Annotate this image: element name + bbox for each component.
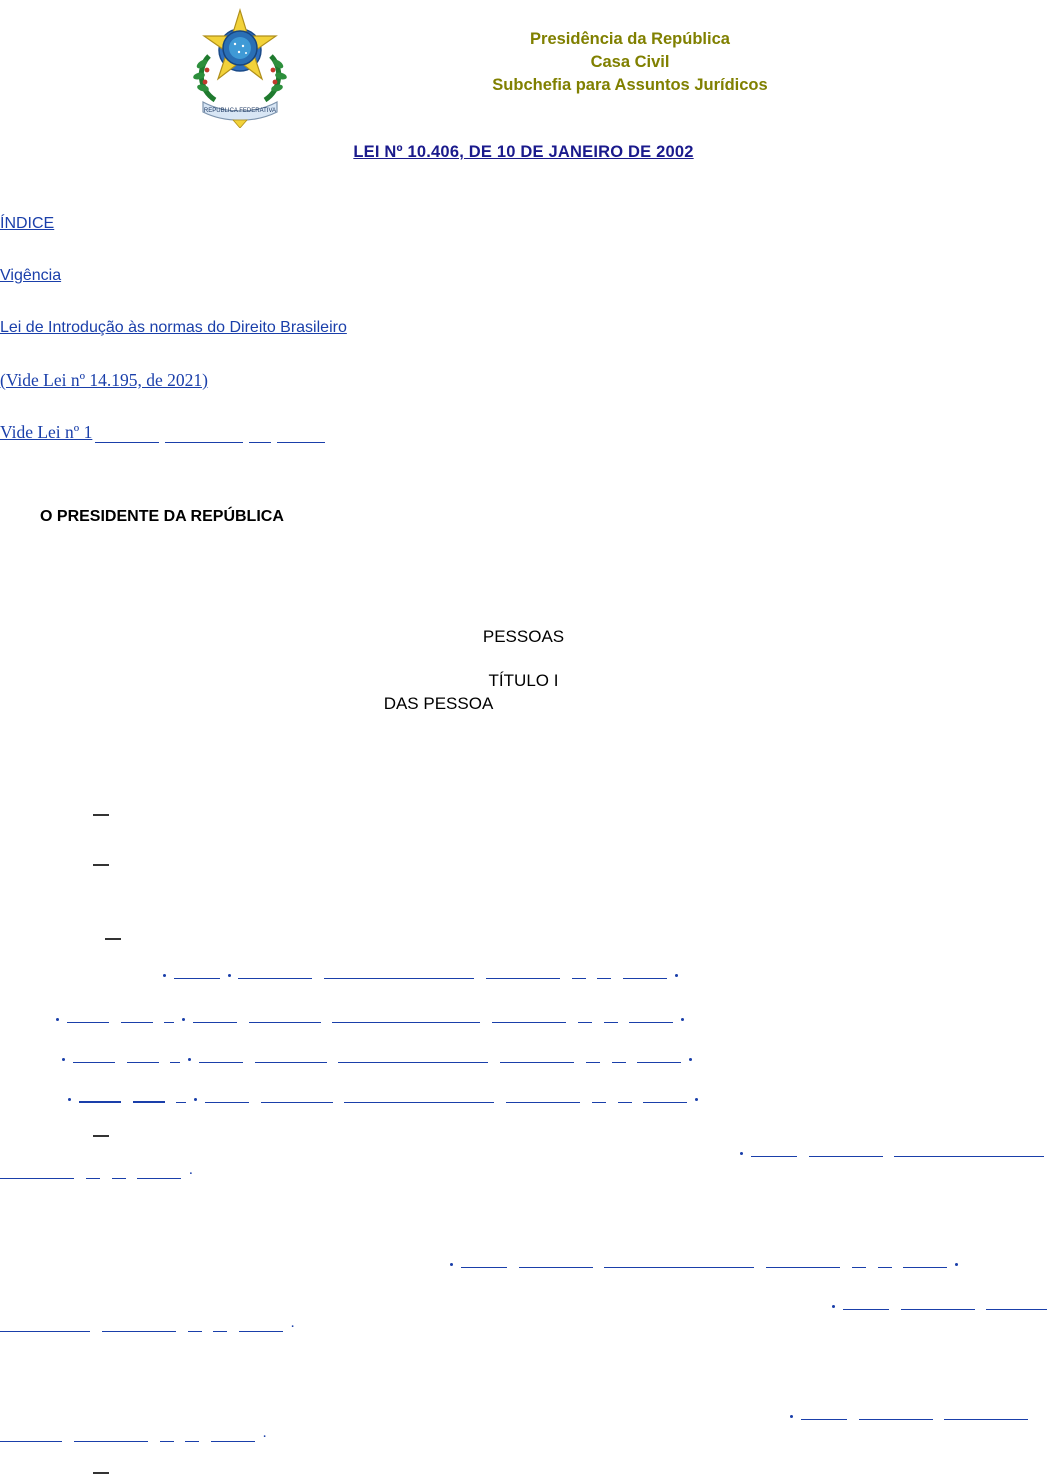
dot-marker (56, 1018, 59, 1021)
dash-marker (93, 814, 109, 816)
redacted-segment (492, 1011, 566, 1023)
citation-row (163, 962, 678, 980)
period-mark: . (290, 1315, 295, 1331)
heading-das-pessoa: DAS PESSOA (383, 694, 494, 713)
redacted-segment (205, 1091, 249, 1103)
redacted-segment (112, 1167, 126, 1179)
link-row-vide-lei-1 (0, 421, 1047, 443)
redacted-segment (324, 967, 474, 979)
paragraph-marker (93, 806, 109, 824)
president-heading: O PRESIDENTE DA REPÚBLICA (40, 508, 284, 525)
redacted-segment (249, 1011, 321, 1023)
redacted-segment (164, 1011, 174, 1023)
redacted-segment (238, 967, 312, 979)
redacted-segment (74, 1430, 148, 1442)
dot-marker (675, 974, 678, 977)
redacted-segment (894, 1145, 1044, 1157)
header-line-subchefia: Subchefia para Assuntos Jurídicos (492, 76, 768, 94)
redacted-segment (623, 967, 667, 979)
citation-row (0, 1425, 267, 1443)
dot-marker (68, 1098, 71, 1101)
redacted-segment (188, 1320, 202, 1332)
redacted-segment (239, 1320, 283, 1332)
redacted-segment (506, 1091, 580, 1103)
redacted-segment (0, 1320, 90, 1332)
redacted-segment (344, 1091, 494, 1103)
heading-titulo-i: TÍTULO I (488, 671, 559, 690)
dash-marker (93, 1472, 109, 1474)
redacted-segment (629, 1011, 673, 1023)
redacted-segment (176, 1091, 186, 1103)
redacted-segment (859, 1408, 933, 1420)
redacted-segment (160, 1430, 174, 1442)
citation-row (62, 1046, 692, 1064)
citation-row (450, 1251, 958, 1269)
redacted-segment (95, 429, 159, 443)
dot-marker (188, 1058, 191, 1061)
dot-marker (194, 1098, 197, 1101)
redacted-segment (0, 1430, 62, 1442)
redacted-segment (79, 1090, 121, 1103)
redacted-segment (121, 1011, 153, 1023)
redacted-segment (597, 967, 611, 979)
redacted-segment (903, 1256, 947, 1268)
redacted-segment (901, 1298, 975, 1310)
redacted-segment (878, 1256, 892, 1268)
header-line-presidencia: Presidência da República (530, 30, 730, 48)
redacted-segment (852, 1256, 866, 1268)
paragraph-marker (93, 856, 109, 874)
redacted-segment (604, 1011, 618, 1023)
redacted-segment (486, 967, 560, 979)
document-header (0, 0, 1047, 130)
dash-marker (93, 1135, 109, 1137)
dot-marker (955, 1263, 958, 1266)
redacted-segment (249, 429, 271, 443)
redacted-segment (127, 1051, 159, 1063)
redacted-segment (332, 1011, 480, 1023)
redacted-segment (73, 1051, 115, 1063)
redacted-segment (578, 1011, 592, 1023)
redacted-segment (500, 1051, 574, 1063)
header-line-casa-civil: Casa Civil (590, 53, 670, 71)
redacted-segment (637, 1051, 681, 1063)
link-vide-lei-1[interactable]: Vide Lei nº 1 (0, 422, 93, 442)
dot-marker (163, 974, 166, 977)
redacted-segment (519, 1256, 593, 1268)
dot-marker (681, 1018, 684, 1021)
redacted-segment (211, 1430, 255, 1442)
dot-marker (689, 1058, 692, 1061)
heading-pessoas: PESSOAS (482, 627, 565, 646)
paragraph-marker (93, 1127, 109, 1145)
citation-row (68, 1086, 698, 1104)
link-vide-lei-14195[interactable]: (Vide Lei nº 14.195, de 2021) (0, 370, 209, 390)
redacted-segment (461, 1256, 507, 1268)
citation-row (832, 1293, 1047, 1311)
dot-marker (450, 1263, 453, 1266)
redacted-segment (809, 1145, 883, 1157)
redacted-segment (843, 1298, 889, 1310)
dot-marker (832, 1305, 835, 1308)
citation-row (740, 1140, 1047, 1158)
redacted-segment (174, 967, 220, 979)
svg-text:REPUBLICA FEDERATIVA: REPUBLICA FEDERATIVA (203, 108, 277, 114)
redacted-segment (165, 429, 243, 443)
header-institution-titles (380, 28, 880, 97)
redacted-segment (277, 429, 325, 443)
redacted-segment (572, 967, 586, 979)
redacted-segment (604, 1256, 754, 1268)
link-lei-de-introducao[interactable]: Lei de Introdução às normas do Direito Brasileiro (0, 319, 347, 336)
link-row-lei-introducao (0, 317, 1047, 339)
period-mark: . (262, 1425, 267, 1441)
dash-marker (105, 938, 121, 940)
redacted-segment (643, 1091, 687, 1103)
redacted-segment (801, 1408, 847, 1420)
dot-marker (62, 1058, 65, 1061)
link-row-indice (0, 213, 1047, 235)
dot-marker (790, 1415, 793, 1418)
redacted-segment (586, 1051, 600, 1063)
brazil-coat-of-arms-icon (185, 2, 295, 128)
dot-marker (182, 1018, 185, 1021)
redacted-segment (170, 1051, 180, 1063)
redacted-segment (944, 1408, 1028, 1420)
redacted-segment (133, 1090, 165, 1103)
redacted-segment (67, 1011, 109, 1023)
link-indice[interactable]: ÍNDICE (0, 215, 55, 232)
citation-row (0, 1162, 193, 1180)
link-row-vide-14195 (0, 369, 1047, 391)
redacted-segment (185, 1430, 199, 1442)
redacted-segment (213, 1320, 227, 1332)
link-vigencia[interactable]: Vigência (0, 267, 62, 284)
paragraph-marker (93, 1464, 109, 1482)
redacted-segment (102, 1320, 176, 1332)
redacted-segment (986, 1298, 1047, 1310)
redacted-segment (137, 1167, 181, 1179)
dash-marker (93, 864, 109, 866)
redacted-segment (766, 1256, 840, 1268)
period-mark: . (189, 1162, 193, 1178)
dot-marker (695, 1098, 698, 1101)
redacted-segment (751, 1145, 797, 1157)
document-links-list (0, 213, 1047, 473)
redacted-segment (255, 1051, 327, 1063)
citation-row (790, 1403, 1032, 1421)
redacted-segment (612, 1051, 626, 1063)
page-title: LEI Nº 10.406, DE 10 DE JANEIRO DE 2002 (353, 143, 694, 161)
redacted-segment (618, 1091, 632, 1103)
redacted-segment (86, 1167, 100, 1179)
redacted-segment (338, 1051, 488, 1063)
redacted-segment (592, 1091, 606, 1103)
redacted-segment (261, 1091, 333, 1103)
dot-marker (228, 974, 231, 977)
redacted-segment (199, 1051, 243, 1063)
citation-row (56, 1006, 684, 1024)
paragraph-marker (105, 930, 121, 948)
redacted-segment (193, 1011, 237, 1023)
redacted-segment (0, 1167, 74, 1179)
dot-marker (740, 1152, 743, 1155)
citation-row (0, 1315, 295, 1333)
link-row-vigencia (0, 265, 1047, 287)
